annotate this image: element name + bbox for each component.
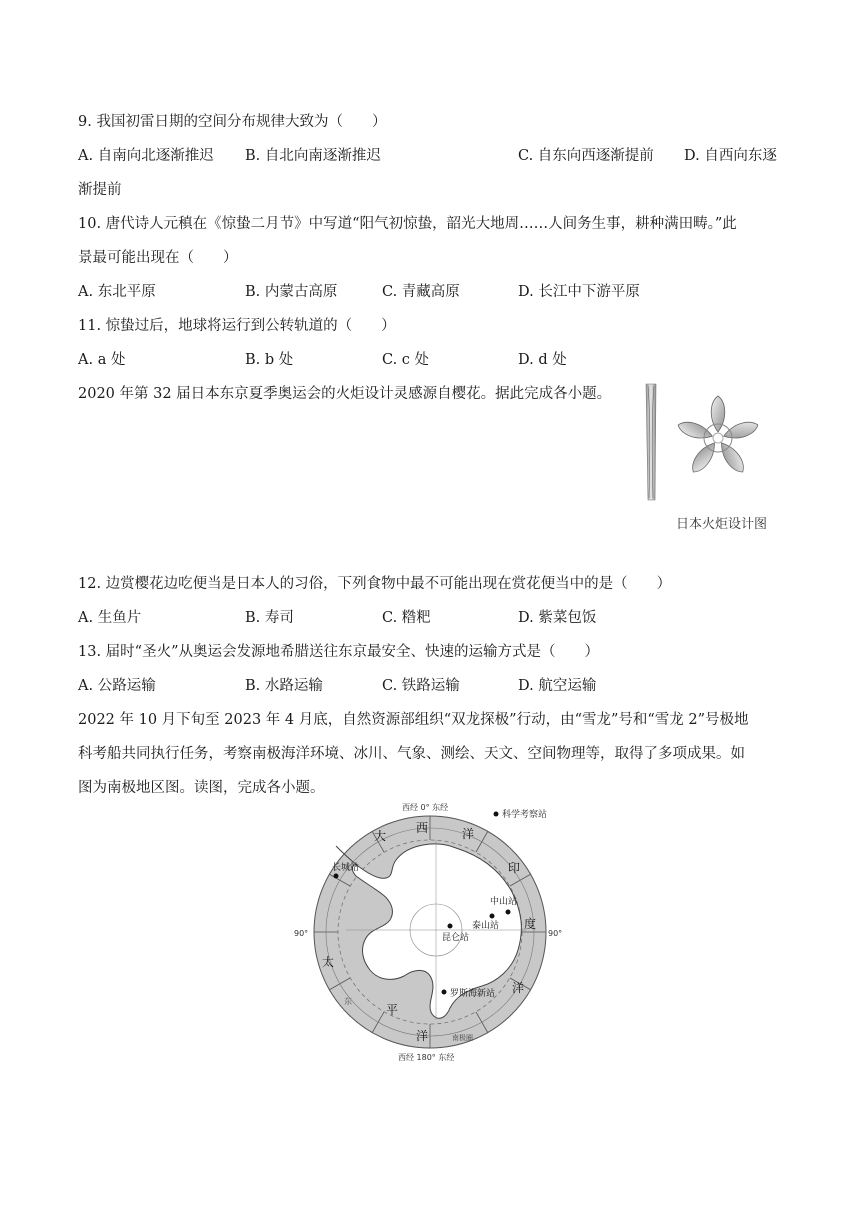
q10-option-d: D. 长江中下游平原 <box>518 284 640 300</box>
q12-option-a: A. 生鱼片 <box>78 610 142 626</box>
q9-option-b: B. 自北向南逐渐推迟 <box>245 148 381 164</box>
map-legend: 科学考察站 <box>502 810 548 820</box>
q11-option-a: A. a 处 <box>78 352 126 368</box>
q13-option-a: A. 公路运输 <box>78 678 156 694</box>
map-top-label: 西经 0° 东经 <box>402 803 449 812</box>
torch-illustration <box>636 380 784 510</box>
q9-option-d-wrap: 渐提前 <box>78 182 122 198</box>
antarctic-intro-line2: 科考船共同执行任务，考察南极海洋环境、冰川、气象、测绘、天文、空间物理等，取得了多项成果。如 <box>78 746 745 762</box>
station-zhongshan: 中山站 <box>490 897 518 907</box>
q12-option-d: D. 紫菜包饭 <box>518 610 597 626</box>
q10-option-b: B. 内蒙古高原 <box>245 284 338 300</box>
ocean-char-tai: 太 <box>322 955 335 969</box>
olympics-intro: 2020 年第 32 届日本东京夏季奥运会的火炬设计灵感源自樱花。据此完成各小题。 <box>78 386 612 402</box>
q13-option-b: B. 水路运输 <box>245 678 323 694</box>
station-changcheng: 长城站 <box>332 863 360 873</box>
ocean-char-yang3: 洋 <box>416 1029 429 1043</box>
q10-stem-line1: 10. 唐代诗人元稹在《惊蛰二月节》中写道“阳气初惊蛰，韶光大地周……人间务生事，耕种满田畴。”此 <box>78 216 737 232</box>
station-kunlun: 昆仑站 <box>442 933 470 943</box>
q9-option-c: C. 自东向西逐渐提前 <box>518 148 654 164</box>
map-side-label-dong: 东 <box>344 997 352 1006</box>
torch-caption: 日本火炬设计图 <box>676 517 768 532</box>
ocean-char-xi: 西 <box>416 821 429 835</box>
q13-stem: 13. 届时“圣火”从奥运会发源地希腊送往东京最安全、快速的运输方式是（ ） <box>78 644 599 660</box>
ocean-char-du: 度 <box>524 917 537 931</box>
station-luosihai: 罗斯海新站 <box>450 989 496 999</box>
antarctic-intro-line1: 2022 年 10 月下旬至 2023 年 4 月底，自然资源部组织“双龙探极”行动，由“雪龙”号和“雪龙 2”号极地 <box>78 712 749 728</box>
ocean-char-yin: 印 <box>508 861 521 875</box>
q12-option-b: B. 寿司 <box>245 610 294 626</box>
torch-figure <box>636 380 784 540</box>
antarctic-map <box>286 800 576 1064</box>
ocean-char-ping: 平 <box>386 1003 399 1017</box>
q10-option-c: C. 青藏高原 <box>382 284 460 300</box>
q13-option-c: C. 铁路运输 <box>382 678 460 694</box>
map-bottom-label: 西经 180° 东经 <box>398 1053 455 1062</box>
q13-option-d: D. 航空运输 <box>518 678 597 694</box>
map-left-label: 90° <box>294 929 309 938</box>
q10-option-a: A. 东北平原 <box>78 284 156 300</box>
q10-stem-line2: 景最可能出现在（ ） <box>78 250 238 266</box>
q11-stem: 11. 惊蛰过后，地球将运行到公转轨道的（ ） <box>78 318 396 334</box>
q9-stem: 9. 我国初雷日期的空间分布规律大致为（ ） <box>78 114 387 130</box>
q11-option-d: D. d 处 <box>518 352 567 368</box>
map-antarctic-circle-label: 南极圈 <box>452 1034 473 1042</box>
ocean-char-yang2: 洋 <box>512 981 525 995</box>
station-taishan: 泰山站 <box>472 921 500 931</box>
q11-option-b: B. b 处 <box>245 352 294 368</box>
antarctic-intro-line3: 图为南极地区图。读图，完成各小题。 <box>78 780 325 796</box>
ocean-char-da: 大 <box>374 829 387 843</box>
q9-option-d: D. 自西向东逐 <box>684 148 777 164</box>
map-right-label: 90° <box>548 929 563 938</box>
q12-stem: 12. 边赏樱花边吃便当是日本人的习俗，下列食物中最不可能出现在赏花便当中的是（ ） <box>78 576 672 592</box>
q11-option-c: C. c 处 <box>382 352 430 368</box>
q12-option-c: C. 糌粑 <box>382 610 431 626</box>
ocean-char-yang1: 洋 <box>462 827 475 841</box>
q9-option-a: A. 自南向北逐渐推迟 <box>78 148 214 164</box>
